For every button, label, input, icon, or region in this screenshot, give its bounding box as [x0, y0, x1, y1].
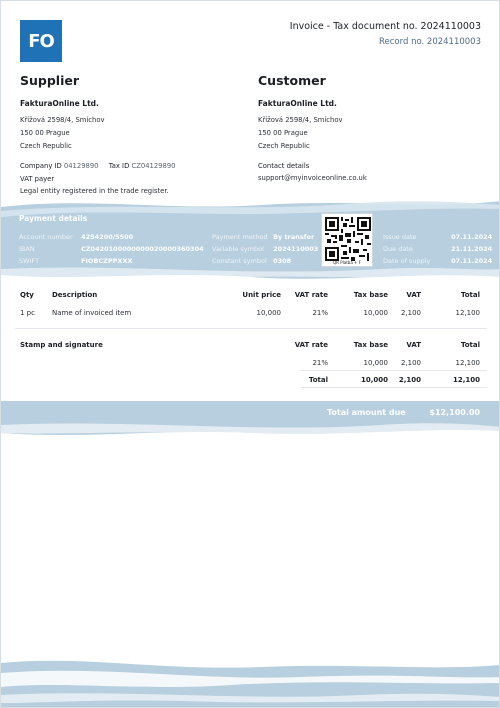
supply-date-row — [383, 257, 492, 265]
tax-id-value: CZ04129890 — [131, 162, 176, 170]
summary-vat-rate: 21% — [312, 359, 328, 367]
item-unit-price: 10,000 — [256, 309, 281, 317]
vat-payer-status: VAT payer — [20, 175, 55, 183]
col-qty: Qty — [20, 291, 34, 299]
due-date-value: 21.11.2024 — [451, 245, 493, 253]
total-band-background — [1, 397, 500, 441]
summary-total-label: Total — [308, 376, 328, 384]
item-total: 12,100 — [455, 309, 480, 317]
document-title: Invoice - Tax document no. 2024110003 — [289, 21, 481, 32]
constant-symbol-value: 0308 — [273, 257, 292, 265]
customer-section — [258, 73, 478, 185]
summary-total: 12,100 — [455, 359, 480, 367]
col-unit-price: Unit price — [242, 291, 281, 299]
col-description: Description — [52, 291, 98, 299]
account-number-row — [19, 233, 133, 241]
variable-symbol-value: 2024110003 — [273, 245, 319, 253]
item-qty: 1 pc — [20, 309, 35, 317]
stamp-signature-label: Stamp and signature — [20, 341, 103, 349]
supplier-country: Czech Republic — [20, 142, 72, 150]
col-vat: VAT — [406, 291, 421, 299]
col-tax-base: Tax base — [353, 291, 388, 299]
company-logo — [20, 20, 62, 62]
account-number-value: 4254200/5500 — [81, 233, 134, 241]
supplier-ids — [20, 160, 240, 172]
summary-tax-base: 10,000 — [363, 359, 388, 367]
supplier-heading: Supplier — [20, 73, 80, 88]
issue-date-value: 07.11.2024 — [451, 233, 493, 241]
swift-row — [19, 257, 132, 265]
customer-country: Czech Republic — [258, 142, 310, 150]
footer-wave-graphic — [1, 651, 500, 708]
customer-address-line1: Křížová 2598/4, Smíchov — [258, 116, 343, 124]
item-vat-rate: 21% — [312, 309, 328, 317]
issue-date-label: Issue date — [383, 233, 417, 241]
summary-vat: 2,100 — [400, 359, 421, 367]
summary-divider — [301, 370, 487, 371]
summary-col-vat: VAT — [406, 341, 421, 349]
payment-method-label: Payment method — [212, 233, 268, 241]
total-due-value: $12,100.00 — [429, 408, 480, 417]
summary-total-base: 10,000 — [360, 376, 388, 384]
qr-caption: QR Platba + F — [333, 260, 361, 265]
summary-grand-total: 12,100 — [452, 376, 480, 384]
due-date-row — [383, 245, 492, 253]
customer-name: FakturaOnline Ltd. — [258, 99, 337, 108]
col-total: Total — [460, 291, 480, 299]
company-id-value: 04129890 — [63, 162, 99, 170]
qr-code-icon — [325, 217, 371, 261]
tax-id-label: Tax ID — [108, 162, 130, 170]
supply-date-value: 07.11.2024 — [451, 257, 493, 265]
payment-method-row — [212, 233, 314, 241]
variable-symbol-label: Variable symbol — [212, 245, 264, 253]
item-tax-base: 10,000 — [363, 309, 388, 317]
iban-row — [19, 245, 204, 253]
items-divider — [15, 328, 487, 329]
contact-details-label: Contact details — [258, 162, 310, 170]
supplier-name: FakturaOnline Ltd. — [20, 99, 99, 108]
company-id-label: Company ID — [20, 162, 62, 170]
swift-label: SWIFT — [19, 257, 40, 265]
summary-col-total: Total — [460, 341, 480, 349]
summary-col-vat-rate: VAT rate — [294, 341, 328, 349]
item-description: Name of invoiced item — [52, 309, 132, 317]
customer-address-line2: 150 00 Prague — [258, 129, 308, 137]
supplier-section — [20, 73, 240, 198]
customer-heading: Customer — [258, 73, 326, 88]
qr-payment-code — [321, 213, 373, 267]
iban-value: CZ0420100000000020000360304 — [81, 245, 204, 253]
total-due-label: Total amount due — [327, 408, 406, 417]
account-number-label: Account number — [19, 233, 73, 241]
iban-label: IBAN — [19, 245, 35, 253]
record-number: Record no. 2024110003 — [379, 37, 481, 47]
payment-method-value: By transfer — [273, 233, 315, 241]
summary-bottom-divider — [301, 387, 487, 388]
customer-email[interactable]: support@myinvoiceonline.co.uk — [258, 174, 367, 182]
logo-text: FO — [28, 30, 54, 52]
total-due-band — [1, 397, 500, 441]
supplier-address-line1: Křížová 2598/4, Smíchov — [20, 116, 105, 124]
due-date-label: Due date — [383, 245, 413, 253]
col-vat-rate: VAT rate — [294, 291, 328, 299]
summary-total-vat: 2,100 — [398, 376, 421, 384]
constant-symbol-label: Constant symbol — [212, 257, 267, 265]
constant-symbol-row — [212, 257, 291, 265]
issue-date-row — [383, 233, 492, 241]
swift-value: FIOBCZPPXXX — [81, 257, 133, 265]
summary-col-tax-base: Tax base — [353, 341, 388, 349]
footer-wave-decoration — [1, 651, 500, 708]
item-vat: 2,100 — [400, 309, 421, 317]
payment-details-title: Payment details — [19, 214, 88, 223]
legal-note: Legal entity registered in the trade register. — [20, 187, 169, 195]
variable-symbol-row — [212, 245, 318, 253]
supply-date-label: Date of supply — [383, 257, 431, 265]
supplier-address-line2: 150 00 Prague — [20, 129, 70, 137]
